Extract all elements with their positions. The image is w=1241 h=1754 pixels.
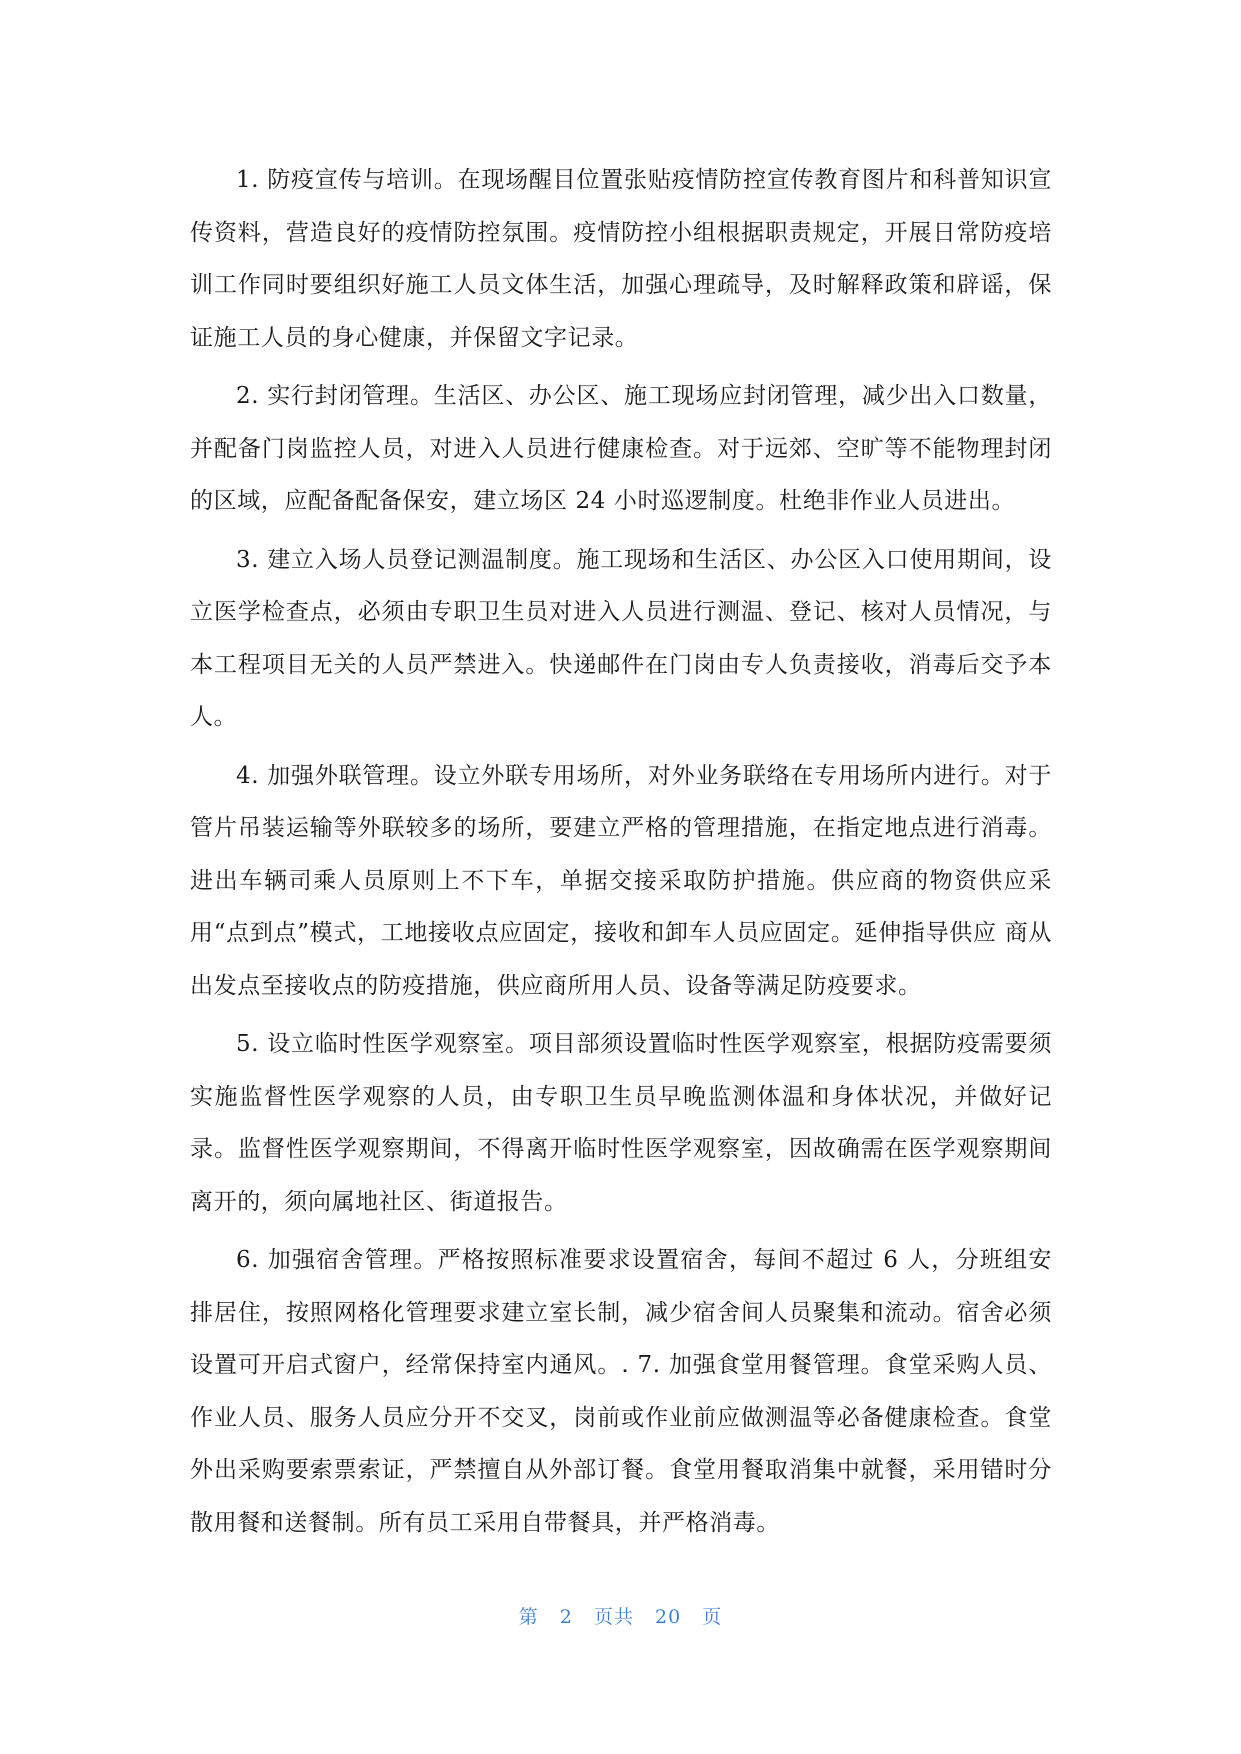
- footer-suffix: 页: [702, 1606, 723, 1628]
- paragraph-3: 3. 建立入场人员登记测温制度。施工现场和生活区、办公区入口使用期间，设立医学检查点，必须由专职卫生员对进入人员进行测温、登记、核对人员情况，与本工程项目无关的人员严禁进入。快递邮件在门岗由专人负责接收，消毒后交予本人。: [190, 546, 1052, 730]
- page-footer: [0, 1602, 1241, 1629]
- paragraph-1: 1. 防疫宣传与培训。在现场醒目位置张贴疫情防控宣传教育图片和科普知识宣传资料，营造良好的疫情防控氛围。疫情防控小组根据职责规定，开展日常防疫培训工作同时要组织好施工人员文体生活，加强心理疏导，及时解释政策和辟谣，保证施工人员的身心健康，并保留文字记录。: [190, 167, 1052, 351]
- paragraph-2: 2. 实行封闭管理。生活区、办公区、施工现场应封闭管理，减少出入口数量，并配备门岗监控人员，对进入人员进行健康检查。对于远郊、空旷等不能物理封闭的区域，应配备配备保安，建立场区 24 小时巡逻制度。杜绝非作业人员进出。: [190, 383, 1052, 514]
- footer-current-page: 2: [559, 1606, 573, 1628]
- paragraph-5: 5. 设立临时性医学观察室。项目部须设置临时性医学观察室，根据防疫需要须实施监督性医学观察的人员，由专职卫生员早晚监测体温和身体状况，并做好记录。监督性医学观察期间，不得离开临时性医学观察室，因故确需在医学观察期间离开的，须向属地社区、街道报告。: [190, 1031, 1052, 1215]
- document-body: [190, 154, 1052, 1555]
- footer-total-pages: 20: [655, 1606, 682, 1628]
- footer-middle: 页共: [593, 1606, 634, 1628]
- footer-prefix: 第: [518, 1606, 539, 1628]
- paragraph-6: 6. 加强宿舍管理。严格按照标准要求设置宿舍，每间不超过 6 人，分班组安排居住，按照网格化管理要求建立室长制，减少宿舍间人员聚集和流动。宿舍必须设置可开启式窗户，经常保持室内通风。. 7. 加强食堂用餐管理。食堂采购人员、作业人员、服务人员应分开不交叉，岗前或作业前应做测温等必备健康检查。食堂外出采购要索票索证，严禁擅自从外部订餐。食堂用餐取消集中就餐，采用错时分散用餐和送餐制。所有员工采用自带餐具，并严格消毒。: [190, 1247, 1052, 1536]
- paragraph-4: 4. 加强外联管理。设立外联专用场所，对外业务联络在专用场所内进行。对于管片吊装运输等外联较多的场所，要建立严格的管理措施，在指定地点进行消毒。进出车辆司乘人员原则上不下车，单据交接采取防护措施。供应商的物资供应采用“点到点”模式，工地接收点应固定，接收和卸车人员应固定。延伸指导供应 商从出发点至接收点的防疫措施，供应商所用人员、设备等满足防疫要求。: [190, 762, 1052, 999]
